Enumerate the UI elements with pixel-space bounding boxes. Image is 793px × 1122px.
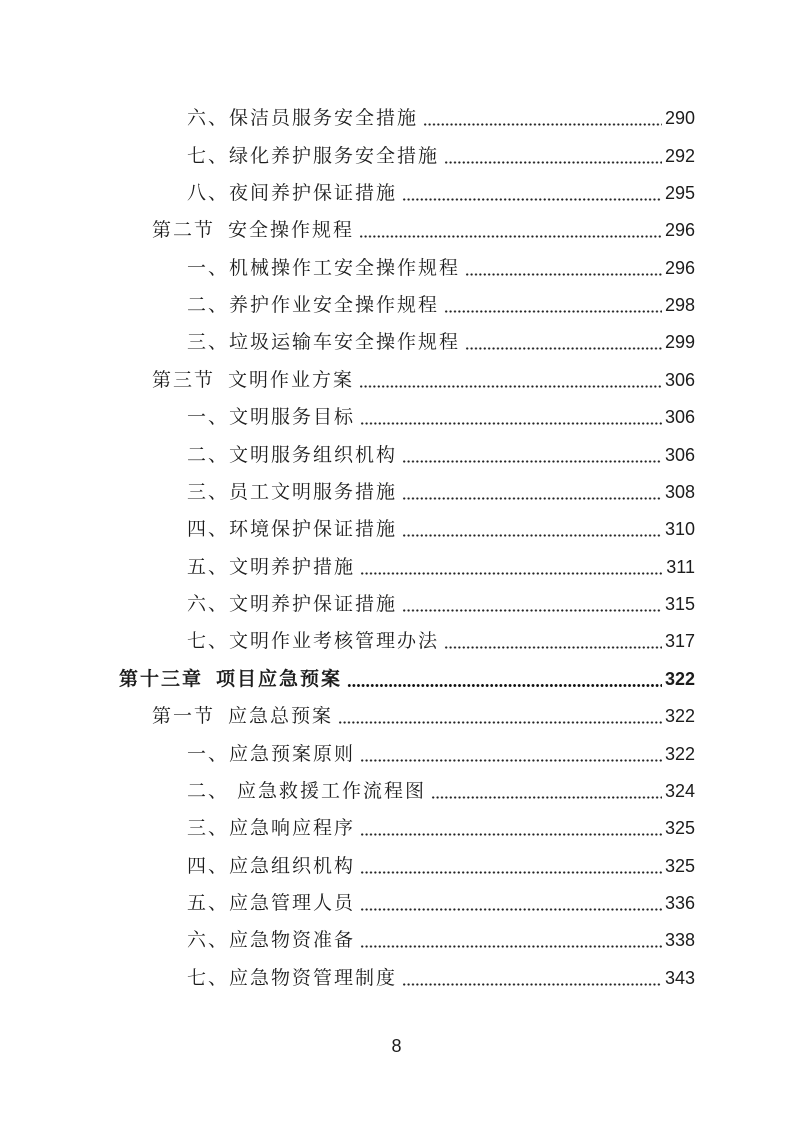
dot-leader	[338, 721, 662, 724]
toc-entry-label: 一、应急预案原则	[187, 742, 356, 765]
dot-leader	[423, 123, 662, 126]
toc-entry[interactable]	[0, 586, 793, 623]
toc-chapter-number: 第十三章	[119, 667, 204, 690]
toc-page-number: 336	[664, 893, 695, 914]
toc-page-number: 315	[664, 594, 695, 615]
toc-entry[interactable]	[0, 324, 793, 361]
toc-page-number: 306	[664, 444, 695, 465]
toc-page-number: 322	[664, 743, 695, 764]
toc-entry[interactable]	[0, 250, 793, 287]
toc-entry-label: 二、养护作业安全操作规程	[187, 294, 440, 317]
toc-section-number: 第二节	[152, 219, 216, 242]
toc-entry[interactable]	[0, 773, 793, 810]
toc-entry[interactable]	[0, 511, 793, 548]
toc-entry[interactable]	[0, 287, 793, 324]
toc-entry-label: 三、垃圾运输车安全操作规程	[187, 331, 461, 354]
toc-entry-label: 一、文明服务目标	[187, 406, 356, 429]
toc-entry[interactable]	[0, 735, 793, 772]
toc-entry[interactable]	[0, 474, 793, 511]
toc-entry-label: 七、绿化养护服务安全措施	[187, 144, 440, 167]
dot-leader	[465, 273, 662, 276]
toc-entry-label: 三、员工文明服务措施	[187, 480, 398, 503]
toc-entry-label: 一、机械操作工安全操作规程	[187, 256, 461, 279]
toc-entry[interactable]	[0, 399, 793, 436]
toc-page-number: 322	[664, 706, 695, 727]
toc-entry[interactable]	[0, 436, 793, 473]
dot-leader	[360, 422, 662, 425]
toc-entry-label: 八、夜间养护保证措施	[187, 181, 398, 204]
toc-entry-label: 三、应急响应程序	[187, 817, 356, 840]
toc-entry[interactable]	[0, 137, 793, 174]
toc-section-title: 文明作业方案	[228, 368, 355, 391]
table-of-contents	[0, 100, 793, 997]
toc-page-number: 292	[664, 145, 695, 166]
dot-leader	[431, 796, 662, 799]
toc-entry-label: 五、文明养护措施	[187, 555, 356, 578]
dot-leader	[444, 646, 662, 649]
dot-leader	[465, 347, 662, 350]
dot-leader	[359, 385, 662, 388]
toc-entry-label: 七、应急物资管理制度	[187, 966, 398, 989]
toc-page-number: 306	[664, 369, 695, 390]
toc-entry[interactable]	[0, 623, 793, 660]
toc-section-number: 第三节	[152, 368, 216, 391]
toc-entry[interactable]	[0, 885, 793, 922]
dot-leader	[402, 534, 662, 537]
toc-entry-label: 六、文明养护保证措施	[187, 593, 398, 616]
toc-entry-label: 四、应急组织机构	[187, 854, 356, 877]
toc-section-title: 应急总预案	[228, 705, 334, 728]
toc-chapter-entry[interactable]	[0, 661, 793, 698]
toc-entry[interactable]	[0, 848, 793, 885]
toc-page-number: 310	[664, 519, 695, 540]
dot-leader	[402, 460, 662, 463]
toc-entry-label: 七、文明作业考核管理办法	[187, 630, 440, 653]
page-number-footer: 8	[391, 1036, 402, 1056]
toc-page-number: 306	[664, 407, 695, 428]
toc-entry[interactable]	[0, 810, 793, 847]
dot-leader	[402, 497, 662, 500]
toc-entry-label: 五、应急管理人员	[187, 892, 356, 915]
dot-leader	[360, 871, 662, 874]
toc-page-number: 324	[664, 780, 695, 801]
dot-leader	[444, 161, 662, 164]
dot-leader	[402, 198, 662, 201]
dot-leader	[402, 983, 662, 986]
toc-entry-label: 二、文明服务组织机构	[187, 443, 398, 466]
toc-entry-label: 六、应急物资准备	[187, 929, 356, 952]
toc-section-entry[interactable]	[0, 698, 793, 735]
toc-entry-label: 二、 应急救援工作流程图	[187, 779, 427, 802]
dot-leader	[360, 572, 663, 575]
toc-page-number: 322	[664, 668, 695, 689]
toc-page-number: 343	[664, 967, 695, 988]
toc-page-number: 338	[664, 930, 695, 951]
toc-page-number: 308	[664, 481, 695, 502]
toc-chapter-title: 项目应急预案	[216, 667, 343, 690]
toc-page-number: 299	[664, 332, 695, 353]
toc-entry[interactable]	[0, 100, 793, 137]
dot-leader	[444, 310, 662, 313]
toc-page-number: 290	[664, 108, 695, 129]
toc-page-number: 295	[664, 182, 695, 203]
toc-entry[interactable]	[0, 960, 793, 997]
toc-section-entry[interactable]	[0, 212, 793, 249]
toc-section-title: 安全操作规程	[228, 219, 355, 242]
toc-entry[interactable]	[0, 175, 793, 212]
toc-entry-label: 六、保洁员服务安全措施	[187, 107, 419, 130]
dot-leader	[360, 945, 662, 948]
dot-leader	[360, 908, 662, 911]
dot-leader	[360, 759, 662, 762]
toc-entry-label: 四、环境保护保证措施	[187, 518, 398, 541]
toc-page-number: 296	[664, 257, 695, 278]
toc-page-number: 325	[664, 855, 695, 876]
toc-page-number: 325	[664, 818, 695, 839]
dot-leader	[347, 684, 662, 687]
toc-page-number: 296	[664, 220, 695, 241]
dot-leader	[359, 235, 662, 238]
toc-page-number: 317	[664, 631, 695, 652]
toc-page-number: 298	[664, 295, 695, 316]
toc-entry[interactable]	[0, 922, 793, 959]
toc-section-entry[interactable]	[0, 362, 793, 399]
toc-entry[interactable]	[0, 549, 793, 586]
toc-section-number: 第一节	[152, 705, 216, 728]
dot-leader	[402, 609, 662, 612]
toc-page-number: 311	[666, 556, 695, 577]
dot-leader	[360, 833, 662, 836]
